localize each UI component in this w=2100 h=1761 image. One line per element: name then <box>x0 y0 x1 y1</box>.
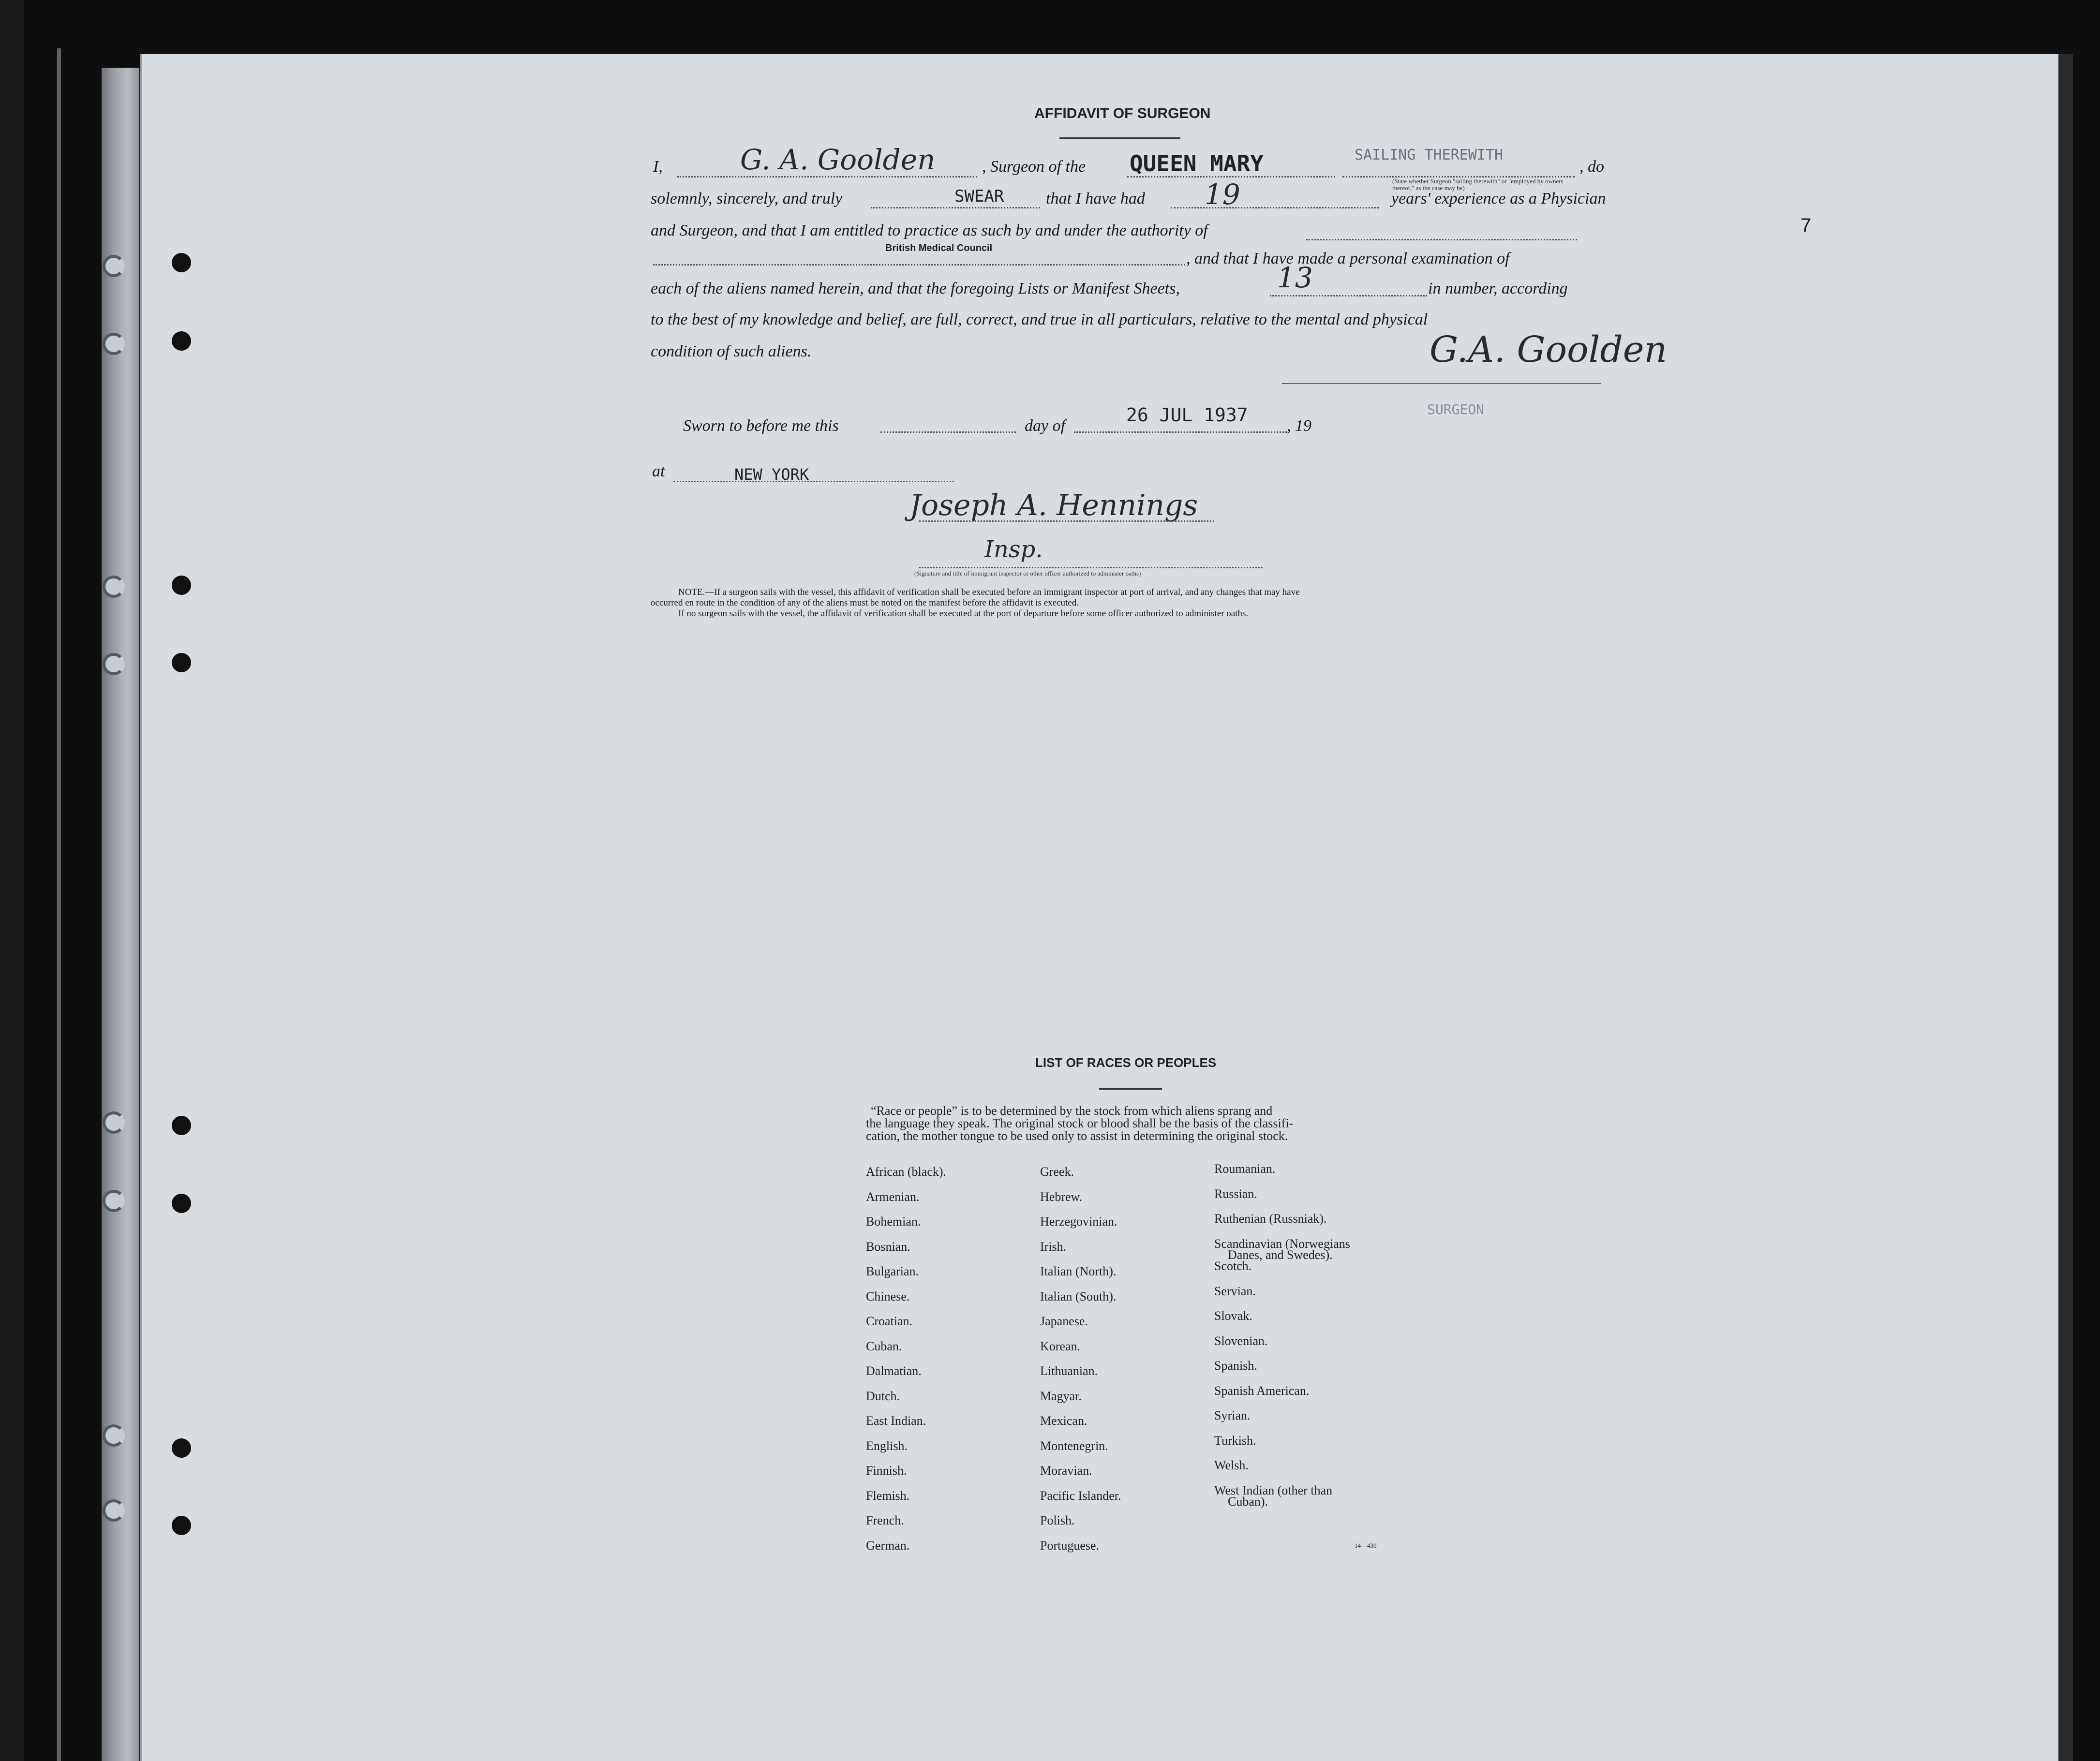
text-surgeon-of-the: , Surgeon of the <box>982 158 1086 176</box>
binder-hole <box>172 1116 191 1135</box>
text-solemnly: solemnly, sincerely, and truly <box>651 190 843 207</box>
race-item: Croatian. <box>866 1314 913 1328</box>
note-1: NOTE.—If a surgeon sails with the vessel, this affidavit of verification shall be executed before an immigrant inspector at port of arrival, and any changes that may have <box>678 587 1300 597</box>
left-dark-margin <box>0 0 24 1761</box>
race-item: Dutch. <box>866 1389 900 1403</box>
race-item: Chinese. <box>866 1289 910 1303</box>
page-number: 7 <box>1801 215 1812 236</box>
race-item: Moravian. <box>1040 1464 1092 1478</box>
race-item: Polish. <box>1040 1513 1075 1527</box>
binder-hole <box>172 653 191 672</box>
binder-hole <box>172 576 191 595</box>
binder-hole-outline <box>103 653 125 675</box>
races-intro-2: the language they speak. The original stock or blood shall be the basis of the classifi- <box>866 1116 1294 1130</box>
blank-line <box>1127 176 1335 178</box>
race-item: Pacific Islander. <box>1040 1488 1121 1503</box>
race-item: Armenian. <box>866 1189 920 1204</box>
race-item: Turkish. <box>1214 1433 1256 1448</box>
race-item: Flemish. <box>866 1488 910 1503</box>
note-3: If no surgeon sails with the vessel, the affidavit of verification shall be executed at the port of departure before some officer authorized to administer oaths. <box>678 608 1249 619</box>
races-intro-3: cation, the mother tongue to be used only to assist in determining the original stock. <box>866 1129 1288 1143</box>
race-item: Korean. <box>1040 1339 1081 1353</box>
right-page-edge <box>2058 54 2073 1761</box>
binder-hole-outline <box>103 333 125 355</box>
race-item: Finnish. <box>866 1464 907 1478</box>
text-line-7: condition of such aliens. <box>651 342 812 360</box>
blank-line <box>653 264 1185 266</box>
race-item: Lithuanian. <box>1040 1364 1098 1378</box>
text-in-number: in number, according <box>1428 280 1568 297</box>
text-day-of: day of <box>1025 417 1066 435</box>
surgeon-signature: G.A. Goolden <box>1430 329 1668 370</box>
race-item: Mexican. <box>1040 1414 1087 1428</box>
race-item: Cuban. <box>866 1339 902 1353</box>
race-item: Italian (North). <box>1040 1264 1117 1278</box>
blank-line <box>1171 207 1379 208</box>
race-item: Roumanian. <box>1214 1162 1276 1176</box>
sheets-count-handwritten: 13 <box>1277 261 1313 294</box>
race-item: Bosnian. <box>866 1239 910 1254</box>
race-item: Magyar. <box>1040 1389 1082 1403</box>
sailing-note: (State whether Surgeon "sailing therewith" or "employed by owners thereof," as the case may be) <box>1392 178 1564 192</box>
race-item: Japanese. <box>1040 1314 1088 1328</box>
race-item: English. <box>866 1438 908 1453</box>
blank-line <box>1270 295 1427 296</box>
races-title: LIST OF RACES OR PEOPLES <box>1035 1055 1217 1070</box>
race-item: West Indian (other than <box>1214 1483 1333 1497</box>
place-stamp: NEW YORK <box>734 465 809 484</box>
officer-initials: Insp. <box>984 536 1043 563</box>
blank-line <box>1306 239 1577 240</box>
race-item: Bohemian. <box>866 1214 921 1228</box>
blank-line <box>919 567 1263 568</box>
blank-line <box>880 431 1016 433</box>
race-item: Spanish American. <box>1214 1383 1310 1398</box>
race-item: Irish. <box>1040 1239 1067 1254</box>
binder-hole <box>172 1194 191 1213</box>
binder-hole <box>172 253 191 272</box>
affidavit-title: AFFIDAVIT OF SURGEON <box>1034 105 1211 121</box>
signature-line <box>1282 383 1601 384</box>
text-at: at <box>652 462 665 480</box>
race-item: African (black). <box>866 1165 947 1179</box>
race-item: Russian. <box>1214 1186 1257 1201</box>
blank-line <box>1074 431 1287 433</box>
race-item: Scotch. <box>1214 1259 1252 1273</box>
text-comma-19: , 19 <box>1287 417 1311 435</box>
text-line-4: , and that I have made a personal examination of <box>1186 250 1510 267</box>
blank-line <box>673 481 954 482</box>
text-line-3: and Surgeon, and that I am entitled to practice as such by and under the authority of <box>651 222 1208 239</box>
race-item: Herzegovinian. <box>1040 1214 1117 1228</box>
race-item: East Indian. <box>866 1414 926 1428</box>
form-number: 14—430 <box>1355 1542 1377 1549</box>
binder-hole-outline <box>103 1499 125 1522</box>
text-do: , do <box>1579 158 1604 176</box>
blank-line <box>677 176 977 178</box>
race-item: Welsh. <box>1214 1458 1249 1472</box>
text-that-i-have-had: that I have had <box>1046 190 1145 207</box>
race-item: Scandinavian (Norwegians <box>1214 1236 1350 1251</box>
race-item: Montenegrin. <box>1040 1438 1108 1453</box>
race-item: Portuguese. <box>1040 1538 1100 1553</box>
race-item: French. <box>866 1513 904 1527</box>
page-stack-edge <box>57 48 61 1761</box>
sailing-therewith-stamp: SAILING THEREWITH <box>1355 147 1504 163</box>
races-title-rule <box>1099 1088 1162 1090</box>
binder-hole-outline <box>103 576 125 598</box>
surgeon-label: SURGEON <box>1427 401 1485 417</box>
race-item: Ruthenian (Russniak). <box>1214 1212 1327 1226</box>
race-item: Slovenian. <box>1214 1333 1268 1348</box>
years-handwritten: 19 <box>1205 178 1240 211</box>
race-item: Slovak. <box>1214 1309 1252 1323</box>
race-item: Dalmatian. <box>866 1364 922 1378</box>
race-item: Bulgarian. <box>866 1264 919 1278</box>
binder-hole-outline <box>103 1111 125 1134</box>
race-item: Servian. <box>1214 1284 1256 1298</box>
text-line-5: each of the aliens named herein, and that the foregoing Lists or Manifest Sheets, <box>651 280 1180 297</box>
race-item: Syrian. <box>1214 1408 1251 1422</box>
binder-hole-outline <box>103 1424 125 1447</box>
text-years-experience: years' experience as a Physician <box>1391 190 1606 207</box>
race-item: Hebrew. <box>1040 1189 1083 1204</box>
title-rule <box>1059 137 1180 139</box>
text-line-6: to the best of my knowledge and belief, are full, correct, and true in all particulars, relative to the mental and physical <box>651 311 1428 328</box>
swear-stamp: SWEAR <box>954 187 1004 206</box>
race-item: Danes, and Swedes). <box>1228 1248 1333 1262</box>
races-intro-1: “Race or people” is to be determined by the stock from which aliens sprang and <box>871 1104 1273 1118</box>
note-2: occurred en route in the condition of any of the aliens must be noted on the manifest before the affidavit is executed. <box>651 598 1079 608</box>
binder-hole <box>172 1438 191 1458</box>
blank-line <box>919 520 1214 522</box>
race-item: Cuban). <box>1228 1495 1268 1509</box>
binder-hole-outline <box>103 255 125 277</box>
binder-hole <box>172 1516 191 1535</box>
binder-hole <box>172 331 191 351</box>
ship-name-stamp: QUEEN MARY <box>1130 150 1264 177</box>
surgeon-name-handwritten: G. A. Goolden <box>740 143 936 176</box>
race-item: Greek. <box>1040 1165 1074 1179</box>
authority-stamp: British Medical Council <box>885 243 993 253</box>
date-stamp: 26 JUL 1937 <box>1126 404 1248 426</box>
officer-signature: Joseph A. Hennings <box>909 488 1198 522</box>
binder-hole-outline <box>103 1190 125 1212</box>
race-item: German. <box>866 1538 910 1553</box>
text-i: I, <box>653 158 663 176</box>
blank-line <box>871 207 1040 208</box>
race-item: Spanish. <box>1214 1359 1257 1373</box>
officer-caption: (Signature and title of immigrant inspector or other officer authorized to administer oaths) <box>914 570 1141 577</box>
race-item: Italian (South). <box>1040 1289 1117 1303</box>
text-sworn: Sworn to before me this <box>683 417 839 435</box>
